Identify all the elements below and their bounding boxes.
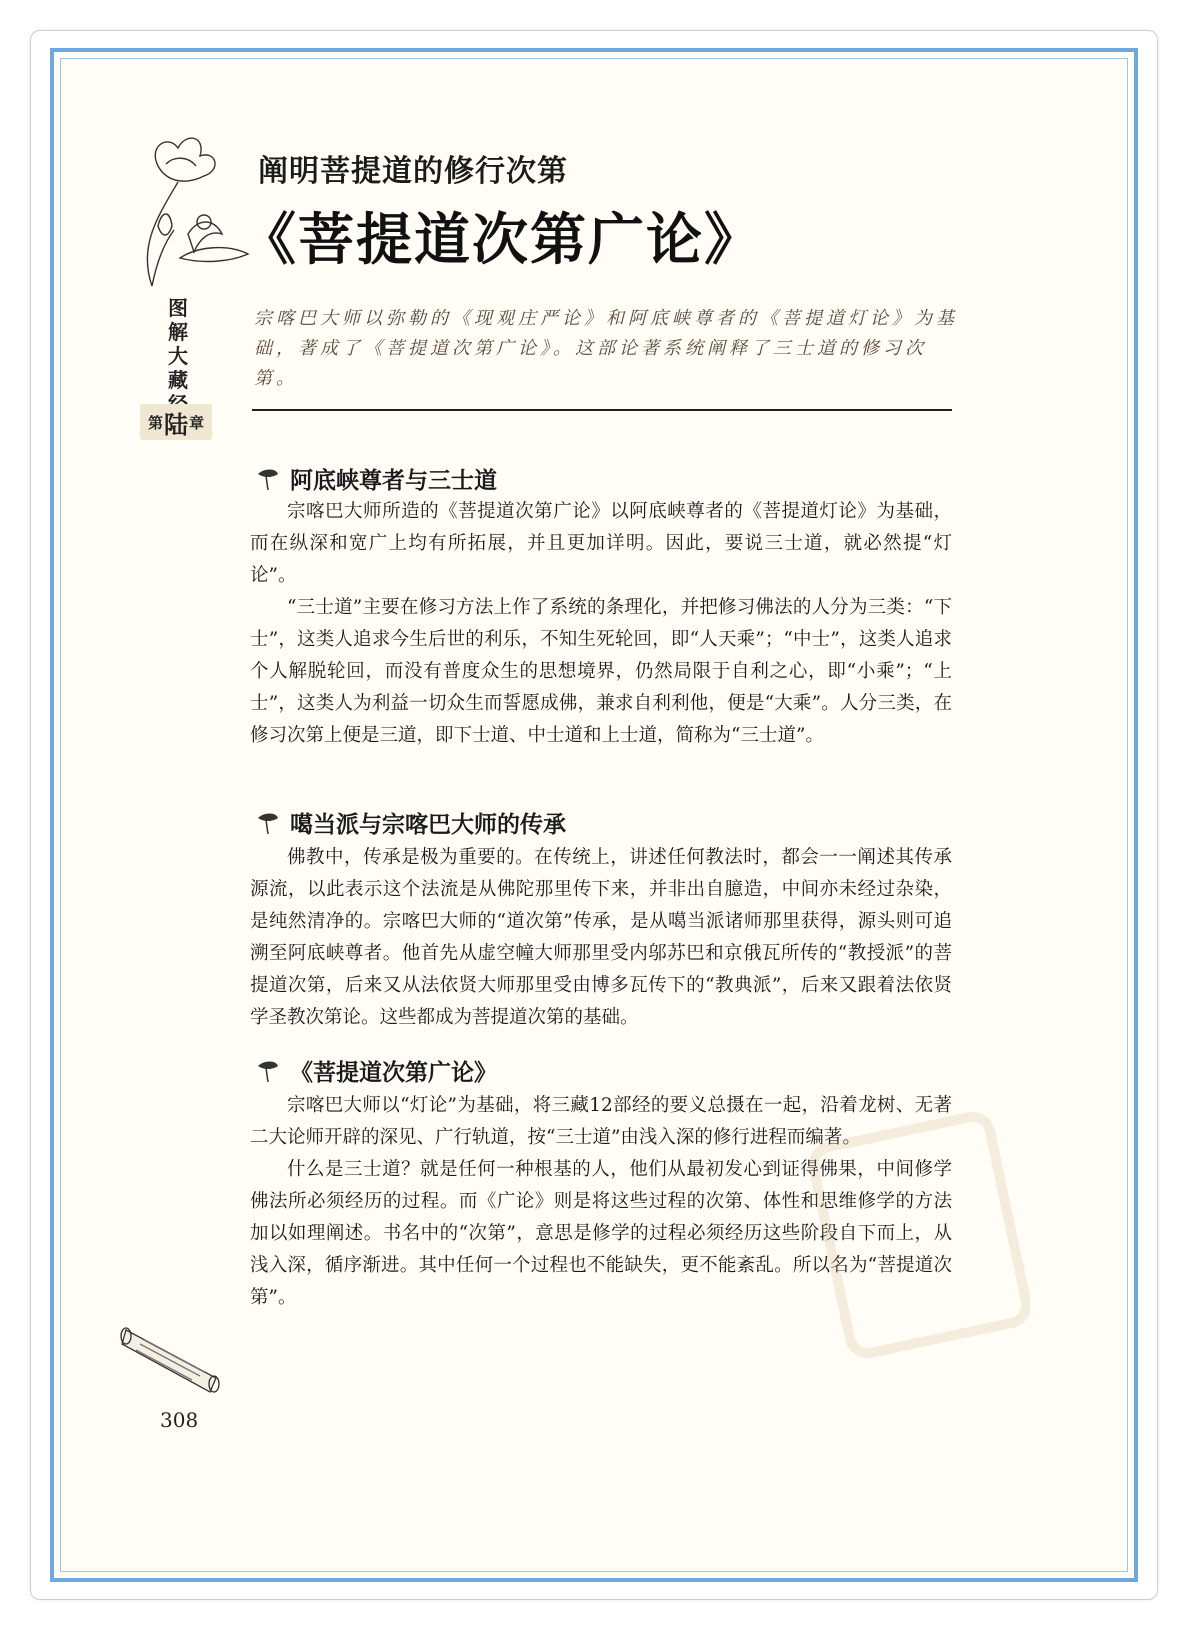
scroll-illustration: [120, 1320, 230, 1400]
chapter-suffix: 章: [189, 413, 205, 432]
title-divider: [252, 409, 952, 411]
section-heading-text: 《菩提道次第广论》: [290, 1060, 497, 1086]
section-heading-2: [254, 806, 566, 839]
intro-text: 宗喀巴大师以弥勒的《现观庄严论》和阿底峡尊者的《菩提道灯论》为基础，著成了《菩提道次第广论》。这部论著系统阐释了三士道的修习次第。: [254, 308, 958, 389]
section-heading-text: 噶当派与宗喀巴大师的传承: [290, 812, 566, 838]
page-number: 308: [160, 1408, 199, 1432]
book-series-vertical-title: [158, 296, 198, 416]
section-1-paragraph-2: “三士道”主要在修习方法上作了系统的条理化，并把修习佛法的人分为三类：“下士”，这类人追求今生后世的利乐，不知生死轮回，即“人天乘”；“中士”，这类人追求个人解脱轮回，而没有普度众生的思想境界，仍然局限于自利之心，即“小乘”；“上士”，这类人为利益一切众生而誓愿成佛，兼求自利利他，便是“大乘”。人分三类，在修习次第上便是三道，即下士道、中士道和上士道，简称为“三士道”。: [250, 597, 952, 746]
vertical-title-char: 图: [168, 296, 188, 320]
section-heading-3: [254, 1054, 497, 1087]
vertical-title-char: 大: [168, 344, 188, 368]
section-heading-text: 阿底峡尊者与三士道: [290, 468, 497, 494]
leaf-bullet-icon: [254, 466, 280, 492]
section-heading-1: [254, 462, 497, 495]
section-3-paragraph-1: 宗喀巴大师以“灯论”为基础，将三藏12部经的要义总摄在一起，沿着龙树、无著二大论师开辟的深见、广行轨道，按“三士道”由浅入深的修行进程而编著。: [250, 1095, 952, 1148]
section-2-paragraph-1: 佛教中，传承是极为重要的。在传统上，讲述任何教法时，都会一一阐述其传承源流，以此表示这个法流是从佛陀那里传下来，并非出自臆造，中间亦未经过杂染，是纯然清净的。宗喀巴大师的“道次第”传承，是从噶当派诸师那里获得，源头则可追溯至阿底峡尊者。他首先从虚空幢大师那里受内邬苏巴和京俄瓦所传的“教授派”的菩提道次第，后来又从法依贤大师那里受由博多瓦传下的“教典派”，后来又跟着法依贤学圣教次第论。这些都成为菩提道次第的基础。: [250, 847, 952, 1028]
vertical-title-char: 藏: [168, 368, 188, 392]
leaf-bullet-icon: [254, 810, 280, 836]
lotus-figure-illustration: [118, 126, 258, 306]
section-3-paragraph-2: 什么是三士道？就是任何一种根基的人，他们从最初发心到证得佛果，中间修学佛法所必须经历的过程。而《广论》则是将这些过程的次第、体性和思维修学的方法加以如理阐述。书名中的“次第”，意思是修学的过程必须经历这些阶段自下而上，从浅入深，循序渐进。其中任何一个过程也不能缺失，更不能紊乱。所以名为“菩提道次第”。: [250, 1159, 952, 1308]
section-1-paragraph-1: 宗喀巴大师所造的《菩提道次第广论》以阿底峡尊者的《菩提道灯论》为基础，而在纵深和宽广上均有所拓展，并且更加详明。因此，要说三士道，就必然提“灯论”。: [250, 501, 952, 586]
vertical-title-char: 解: [168, 320, 188, 344]
leaf-bullet-icon: [254, 1058, 280, 1084]
page-subtitle: 阐明菩提道的修行次第: [258, 154, 568, 189]
chapter-tab: [140, 404, 212, 440]
page-title: 《菩提道次第广论》: [240, 207, 762, 273]
chapter-prefix: 第: [147, 413, 163, 432]
chapter-number: 陆: [164, 410, 188, 439]
watermark-seal: [810, 1110, 1030, 1360]
